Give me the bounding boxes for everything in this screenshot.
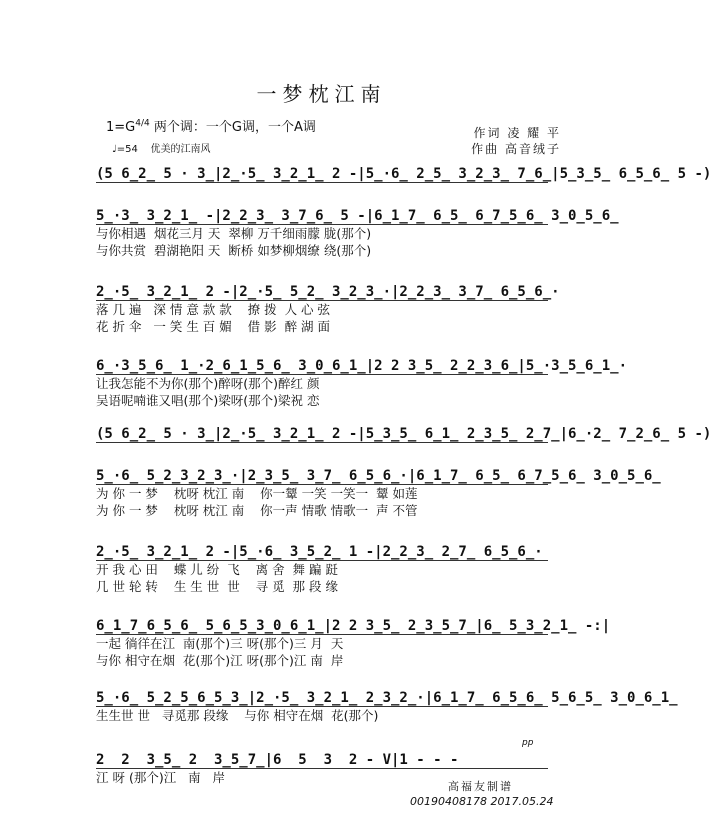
- lyric-line: 为 你 一 梦 枕呀 枕江 南 你一声 情歌 情歌一 声 不管: [96, 503, 418, 518]
- lyric-line: 落 几 遍 深 情 意 款 款 撩 拨 人 心 弦: [96, 302, 331, 317]
- composer-credit: 作曲 高音绒子: [471, 142, 561, 156]
- notation-line: 6̲1̲7̲6̲5̲6̲ 5̲6̲5̲3̲0̲6̲1̲|2 2 3̲5̲ 2̲3̲5̲7̲|6̲ 5̲3̲2̲1̲ -:|: [96, 618, 611, 634]
- lyric-line: 开 我 心 田 蝶 儿 纷 飞 离 舍 舞 蹁 跹: [96, 562, 338, 577]
- notation-line: 6̲·3̲5̲6̲ 1̲·2̲6̲1̲5̲6̲ 3̲0̲6̲1̲|2 2 3̲5̲ 2̲2̲3̲6̲|5̲·3̲5̲6̲1̲·: [96, 358, 628, 374]
- lyric-line: 一起 徜徉在江 南(那个)三 呀(那个)三 月 天: [96, 636, 344, 651]
- notation-line: 5̲·6̲ 5̲2̲5̲6̲5̲3̲|2̲·5̲ 3̲2̲1̲ 2̲3̲2̲·|6̲1̲7̲ 6̲5̲6̲ 5̲6̲5̲ 3̲0̲6̲1̲: [96, 690, 678, 706]
- lyric-line: 与你 相守在烟 花(那个)江 呀(那个)江 南 岸: [96, 653, 344, 668]
- lyric-line: 花 折 伞 一 笑 生 百 媚 借 影 醉 湖 面: [96, 319, 331, 334]
- lyric-line: 让我怎能不为你(那个)醉呀(那个)醉红 颜: [96, 376, 320, 391]
- key-line: [106, 116, 316, 135]
- arranger-credit: 高福友制谱: [448, 780, 513, 793]
- lyric-line: 江 呀 (那个)江 南 岸: [96, 770, 226, 785]
- notation-line: (5 6̲2̲ 5 · 3̲|2̲·5̲ 3̲2̲1̲ 2 -|5̲·6̲ 2̲5̲ 3̲2̲3̲ 7̲6̲|5̲3̲5̲ 6̲5̲6̲ 5 -): [96, 166, 711, 182]
- notation-line: 2̲·5̲ 3̲2̲1̲ 2 -|5̲·6̲ 3̲5̲2̲ 1 -|2̲2̲3̲ 2̲7̲ 6̲5̲6̲·: [96, 544, 548, 561]
- staff-row: [96, 468, 661, 519]
- notation-line: 2̲·5̲ 3̲2̲1̲ 2 -|2̲·5̲ 5̲2̲ 3̲2̲3̲·|2̲2̲3̲ 3̲7̲ 6̲5̲6̲·: [96, 284, 560, 300]
- lyric-line: 几 世 轮 转 生 生 世 世 寻 觅 那 段 缘: [96, 579, 338, 594]
- notation-line: 5̲·6̲ 5̲2̲3̲2̲3̲·|2̲3̲5̲ 3̲7̲ 6̲5̲6̲·|6̲1̲7̲ 6̲5̲ 6̲7̲5̲6̲ 3̲0̲5̲6̲: [96, 468, 661, 484]
- key-note: 两个调：一个G调，一个A调: [153, 120, 316, 135]
- staff-row: [96, 166, 711, 183]
- staff-row: [96, 208, 619, 259]
- staff-row: [96, 358, 628, 409]
- lyric-line: 为 你 一 梦 枕呀 枕江 南 你一颦 一笑 一笑一 颦 如莲: [96, 486, 418, 501]
- tempo-line: [112, 140, 211, 155]
- staff-row: [96, 618, 611, 669]
- notation-line: 2 2 3̲5̲ 2 3̲5̲7̲|6 5 3 2 - V|1 - - -: [96, 752, 548, 769]
- key-signature: 1=G: [106, 120, 136, 135]
- expression-mark: 优美的江南风: [150, 144, 211, 155]
- time-signature: 4/4: [135, 118, 150, 129]
- id-date: 00190408178 2017.05.24: [410, 795, 554, 808]
- lyric-line: 与你共赏 碧湖艳阳 天 断桥 如梦柳烟缭 绕(那个): [96, 243, 372, 258]
- notation-line: (5 6̲2̲ 5 · 3̲|2̲·5̲ 3̲2̲1̲ 2 -|5̲3̲5̲ 6̲1̲ 2̲3̲5̲ 2̲7̲|6̲·2̲ 7̲2̲6̲ 5 -): [96, 426, 711, 442]
- lyric-line: 与你相遇 烟花三月 天 翠柳 万千细雨朦 胧(那个): [96, 226, 372, 241]
- staff-row: [96, 284, 560, 335]
- tempo-mark: ♩=54: [112, 144, 138, 155]
- lyricist-credit: 作词 凌 耀 平: [473, 126, 561, 140]
- staff-row: [96, 426, 711, 443]
- staff-row: [96, 544, 548, 595]
- page-title: 一梦枕江南: [256, 82, 387, 106]
- staff-row: [96, 690, 678, 724]
- notation-line: 5̲·3̲ 3̲2̲1̲ -|2̲2̲3̲ 3̲7̲6̲ 5 -|6̲1̲7̲ 6̲5̲ 6̲7̲5̲6̲ 3̲0̲5̲6̲: [96, 208, 619, 224]
- dynamic-mark: pp: [522, 738, 534, 748]
- lyric-line: 生生世 世 寻觅那 段缘 与你 相守在烟 花(那个): [96, 708, 379, 723]
- lyric-line: 吴语呢喃谁又唱(那个)梁呀(那个)梁祝 恋: [96, 393, 320, 408]
